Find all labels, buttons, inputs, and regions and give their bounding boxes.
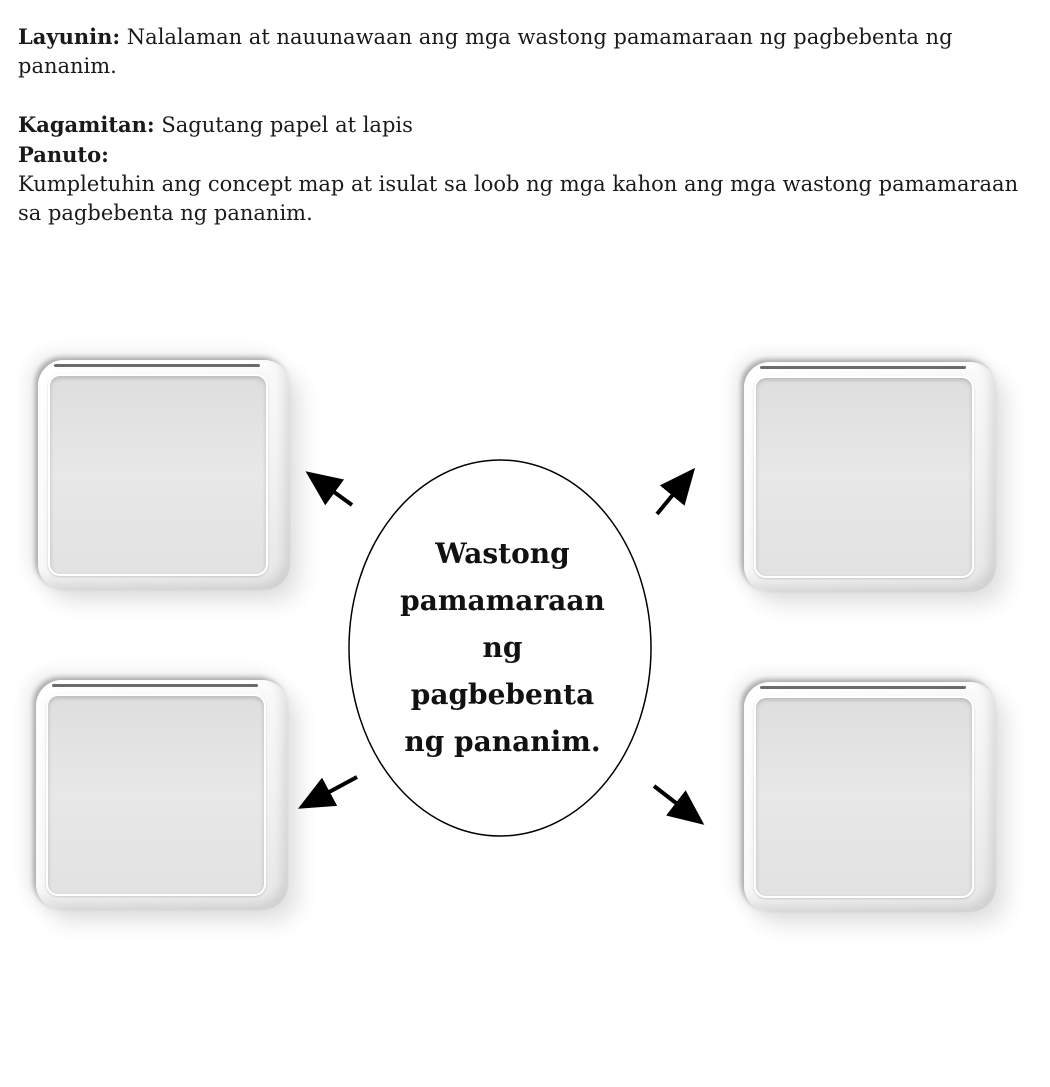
objective-text: Nalalaman at nauunawaan ang mga wastong pamamaraan ng pagbebenta ng pananim. (18, 25, 953, 78)
directions-label: Panuto: (18, 142, 109, 167)
materials-text: Sagutang papel at lapis (161, 113, 413, 137)
objective-label: Layunin: (18, 24, 121, 49)
materials-label: Kagamitan: (18, 112, 155, 137)
arrow-to-top-right (657, 474, 690, 514)
center-line: pamamaraan (400, 584, 605, 617)
center-line: pagbebenta (410, 678, 595, 711)
arrow-to-bottom-right (654, 786, 698, 820)
arrow-to-bottom-left (305, 777, 357, 805)
directions-text: Kumpletuhin ang concept map at isulat sa loob ng mga kahon ang mga wastong pamamaraan sa pagbebenta ng pananim. (18, 172, 1019, 225)
arrow-to-top-left (312, 476, 352, 505)
center-line: Wastong (435, 537, 570, 570)
center-concept-text (380, 530, 625, 765)
center-line: ng (482, 631, 523, 664)
center-line: ng pananim. (404, 725, 601, 758)
